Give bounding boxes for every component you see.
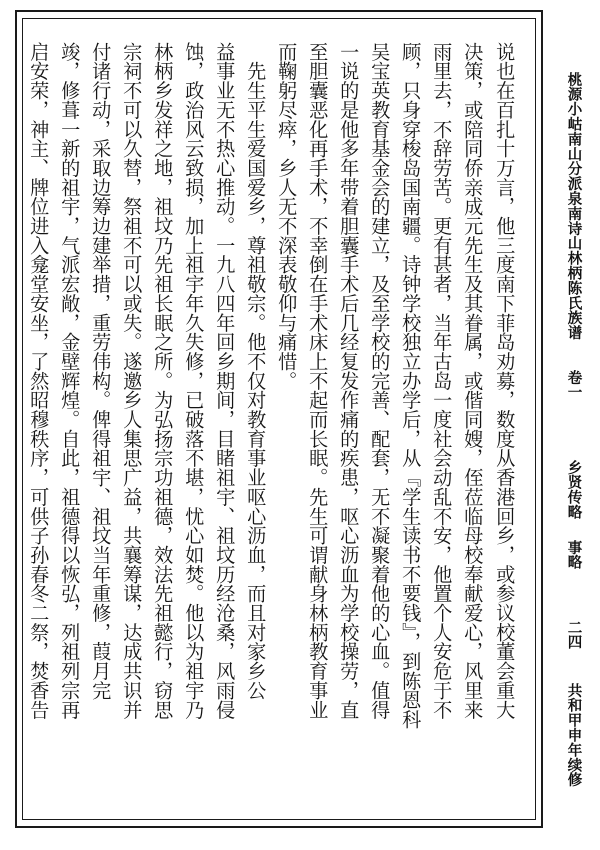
text-column-9: 先生平生爱国爱乡，尊祖敬宗。他不仅对教育事业呕心沥血，而且对家乡公 xyxy=(244,42,268,700)
text-column-4: 顾，只身穿梭岛国南疆。诗钟学校独立办学后，从『学生读书不要钱』，到陈恩科 xyxy=(399,42,423,729)
text-column-10: 益事业无不热心推动。一九八四年回乡期间，目睹祖宇、祖坟历经沧桑，风雨侵 xyxy=(213,42,237,720)
section-label: 乡贤传略 xyxy=(565,460,582,520)
text-column-11: 蚀，政治风云致损，加上祖宇年久失修，已破落不堪，忧心如焚。他以为祖宇乃 xyxy=(182,42,206,720)
edition-label: 共和甲申年续修 xyxy=(565,683,582,788)
text-column-15: 竣，修葺一新的祖宇，气派宏敞，金壁辉煌。自此，祖德得以恢弘，列祖列宗再 xyxy=(58,42,82,720)
page-number: 二四 xyxy=(565,620,582,650)
text-column-2: 决策，或陪同侨亲成元先生及其眷属，或偕同嫂，侄莅临母校奉献爱心，风里来 xyxy=(461,42,485,720)
book-title: 桃源小岵南山分派泉南诗山林柄陈氏族谱 xyxy=(565,72,582,341)
text-column-16: 启安荣，神主、牌位进入龛堂安坐，了然昭穆秩序，可供子孙春冬二祭，焚香告 xyxy=(27,42,51,720)
text-column-6: 一说的是他多年带着胆囊手术后几经复发作痛的疾患，呕心沥血为学校操劳，直 xyxy=(337,42,361,720)
text-column-8: 而鞠躬尽瘁，乡人无不深表敬仰与痛惜。 xyxy=(275,42,299,391)
text-column-14: 付诸行动，采取边筹边建举措，重劳伟构。俾得祖宇、祖坟当年重修，葭月完 xyxy=(89,42,113,700)
text-column-12: 林柄乡发祥之地，祖坟乃先祖长眠之所。为弘扬宗功祖德，效法先祖懿行，窃思 xyxy=(151,42,175,720)
text-column-13: 宗祠不可以久替，祭祖不可以或失。遂邀乡人集思广益，共襄筹谋，达成共识并 xyxy=(120,42,144,720)
text-column-1: 说也在百扎十万言，他三度南下菲岛劝募，数度从香港回乡，或参议校董会重大 xyxy=(493,42,517,720)
volume-label: 卷一 xyxy=(565,370,582,400)
text-column-5: 吴宝英教育基金会的建立，及至学校的完善、配套，无不凝聚着他的心血。值得 xyxy=(368,42,392,720)
text-column-3: 雨里去，不辞劳苦。更有甚者，当年古岛一度社会动乱不安，他置个人安危于不 xyxy=(430,42,454,720)
subsection-label: 事略 xyxy=(565,540,582,570)
text-column-7: 至胆囊恶化再手术，不幸倒在手术床上不起而长眠。先生可谓献身林柄教育事业 xyxy=(306,42,330,720)
